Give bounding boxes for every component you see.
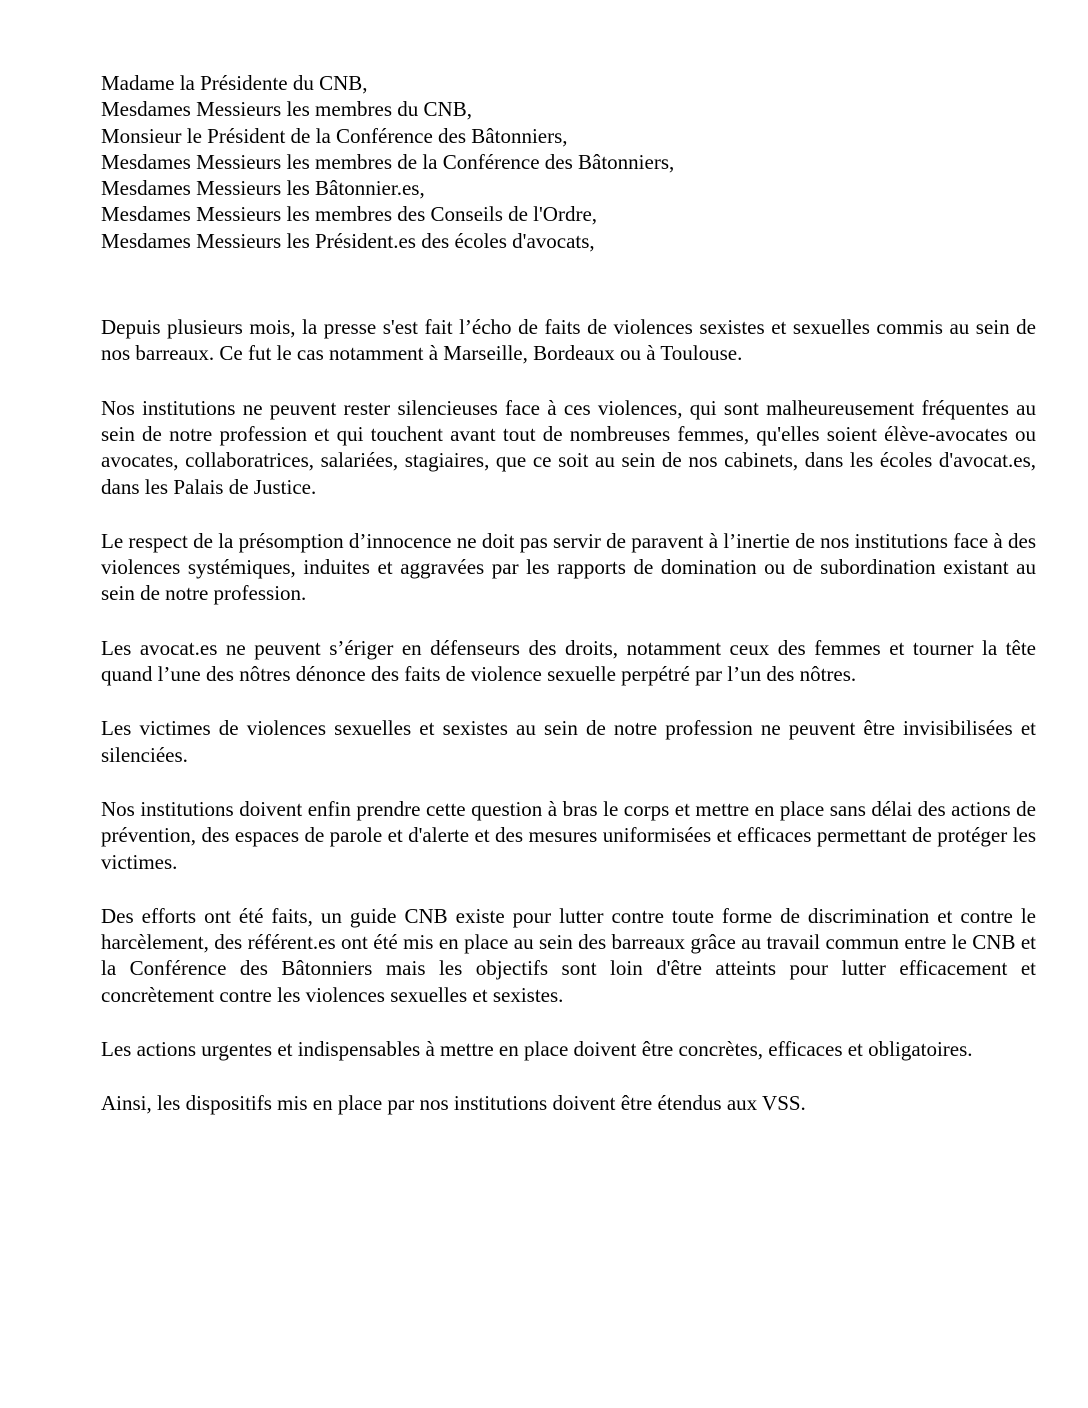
letter-body <box>101 314 1036 1117</box>
paragraph: Les avocat.es ne peuvent s’ériger en défenseurs des droits, notamment ceux des femmes et tourner la tête quand l’une des nôtres dénonce des faits de violence sexuelle perpétré par l’un des nôtres. <box>101 635 1036 687</box>
paragraph: Les victimes de violences sexuelles et sexistes au sein de notre profession ne peuvent être invisibilisées et silenciées. <box>101 716 1036 767</box>
salutation-line: Monsieur le Président de la Conférence des Bâtonniers, <box>101 123 568 148</box>
paragraph: Nos institutions ne peuvent rester silencieuses face à ces violences, qui sont malheureusement fréquentes au sein de notre profession et qui touchent avant tout de nombreuses femmes, qu'elles soient élève-avocates ou avocates, collaboratrices, salariées, stagiaires, que ce soit au sein de nos cabinets, dans les écoles d'avocat.es, dans les Palais de Justice. <box>101 395 1036 499</box>
salutation-line: Madame la Présidente du CNB, <box>101 71 368 95</box>
paragraph: Depuis plusieurs mois, la presse s'est fait l’écho de faits de violences sexistes et sexuelles commis au sein de nos barreaux. Ce fut le cas notamment à Marseille, Bordeaux ou à Toulouse. <box>101 315 1036 366</box>
paragraph: Les actions urgentes et indispensables à mettre en place doivent être concrètes, efficaces et obligatoires. <box>101 1037 973 1062</box>
salutation-line: Mesdames Messieurs les membres du CNB, <box>101 97 472 122</box>
salutation-line: Mesdames Messieurs les membres des Conseils de l'Ordre, <box>101 202 598 227</box>
salutation-line: Mesdames Messieurs les Bâtonnier.es, <box>101 176 425 201</box>
salutation-line: Mesdames Messieurs les membres de la Conférence des Bâtonniers, <box>101 149 675 174</box>
paragraph: Nos institutions doivent enfin prendre cette question à bras le corps et mettre en place sans délai des actions de prévention, des espaces de parole et d'alerte et des mesures uniformisées et efficaces permettant de protéger les victimes. <box>101 796 1036 874</box>
paragraph: Des efforts ont été faits, un guide CNB existe pour lutter contre toute forme de discrimination et contre le harcèlement, des référent.es ont été mis en place au sein des barreaux grâce au travail commun entre le CNB et la Conférence des Bâtonniers mais les objectifs sont loin d'être atteints pour lutter efficacement et concrètement contre les violences sexuelles et sexistes. <box>101 903 1036 1007</box>
paragraph: Ainsi, les dispositifs mis en place par nos institutions doivent être étendus aux VSS. <box>101 1091 806 1116</box>
salutation-block <box>101 70 1036 254</box>
paragraph: Le respect de la présomption d’innocence ne doit pas servir de paravent à l’inertie de nos institutions face à des violences systémiques, induites et aggravées par les rapports de domination ou de subordination existant au sein de notre profession. <box>101 528 1036 606</box>
salutation-line: Mesdames Messieurs les Président.es des écoles d'avocats, <box>101 228 595 253</box>
